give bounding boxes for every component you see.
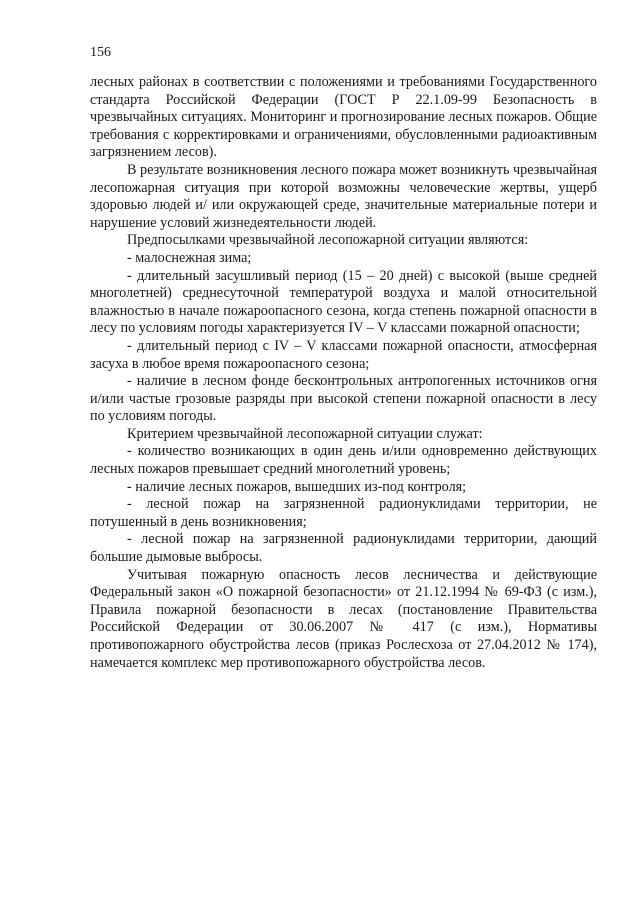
- list-item-ignition-sources: - наличие в лесном фонде бесконтрольных антропогенных источников огня и/или частые грозовые разряды при высокой степени пожарной опасности в лесу по условиям погоды.: [90, 373, 597, 425]
- list-item-dry-period: - длительный засушливый период (15 – 20 дней) с высокой (выше средней многолетней) среднесуточной температурой воздуха и малой относительной влажностью в начале пожароопасного сезона, когда степень пожарной опасности в лесу по условиям погоды характеризуется IV – V классами пожарной опасности;: [90, 267, 597, 337]
- paragraph-criteria-heading: Критерием чрезвычайной лесопожарной ситуации служат:: [127, 425, 483, 442]
- list-item-contaminated-smoke: - лесной пожар на загрязненной радионуклидами территории, дающий большие дымовые выбросы.: [90, 531, 597, 566]
- paragraph-measures: Учитывая пожарную опасность лесов лесничества и действующие Федеральный закон «О пожарной безопасности» от 21.12.1994 № 69-ФЗ (с изм.), Правила пожарной безопасности в лесах (постановление Правительства Российской Федерации от 30.06.2007 № 417 (с изм.), Нормативы противопожарного обустройства лесов (приказ Рослесхоза от 27.04.2012 № 174), намечается комплекс мер противопожарного обустройства лесов.: [90, 566, 597, 671]
- list-item-snowless-winter: - малоснежная зима;: [127, 249, 252, 266]
- page-number: 156: [90, 45, 111, 60]
- list-item-drought: - длительный период с IV – V классами пожарной опасности, атмосферная засуха в любое время пожароопасного сезона;: [90, 337, 597, 372]
- paragraph-continuation: лесных районах в соответствии с положениями и требованиями Государственного стандарта Российской Федерации (ГОСТ Р 22.1.09-99 Безопасность в чрезвычайных ситуациях. Мониторинг и прогнозирование лесных пожаров. Общие требования с корректировками и ограничениями, обусловленными радиоактивным загрязнением лесов).: [90, 74, 597, 161]
- list-item-uncontrolled-fires: - наличие лесных пожаров, вышедших из-под контроля;: [127, 478, 467, 495]
- list-item-fire-count: - количество возникающих в один день и/или одновременно действующих лесных пожаров превышает средний многолетний уровень;: [90, 443, 597, 478]
- paragraph-prerequisites-heading: Предпосылками чрезвычайной лесопожарной ситуации являются:: [127, 232, 529, 249]
- paragraph-fire-emergency: В результате возникновения лесного пожара может возникнуть чрезвычайная лесопожарная ситуация при которой возможны человеческие жертвы, ущерб здоровью людей и/ или окружающей среде, значительные материальные потери и нарушение условий жизнедеятельности людей.: [90, 161, 597, 231]
- body-text: [90, 74, 597, 672]
- list-item-contaminated-not-extinguished: - лесной пожар на загрязненной радионуклидами территории, не потушенный в день возникновения;: [90, 496, 597, 530]
